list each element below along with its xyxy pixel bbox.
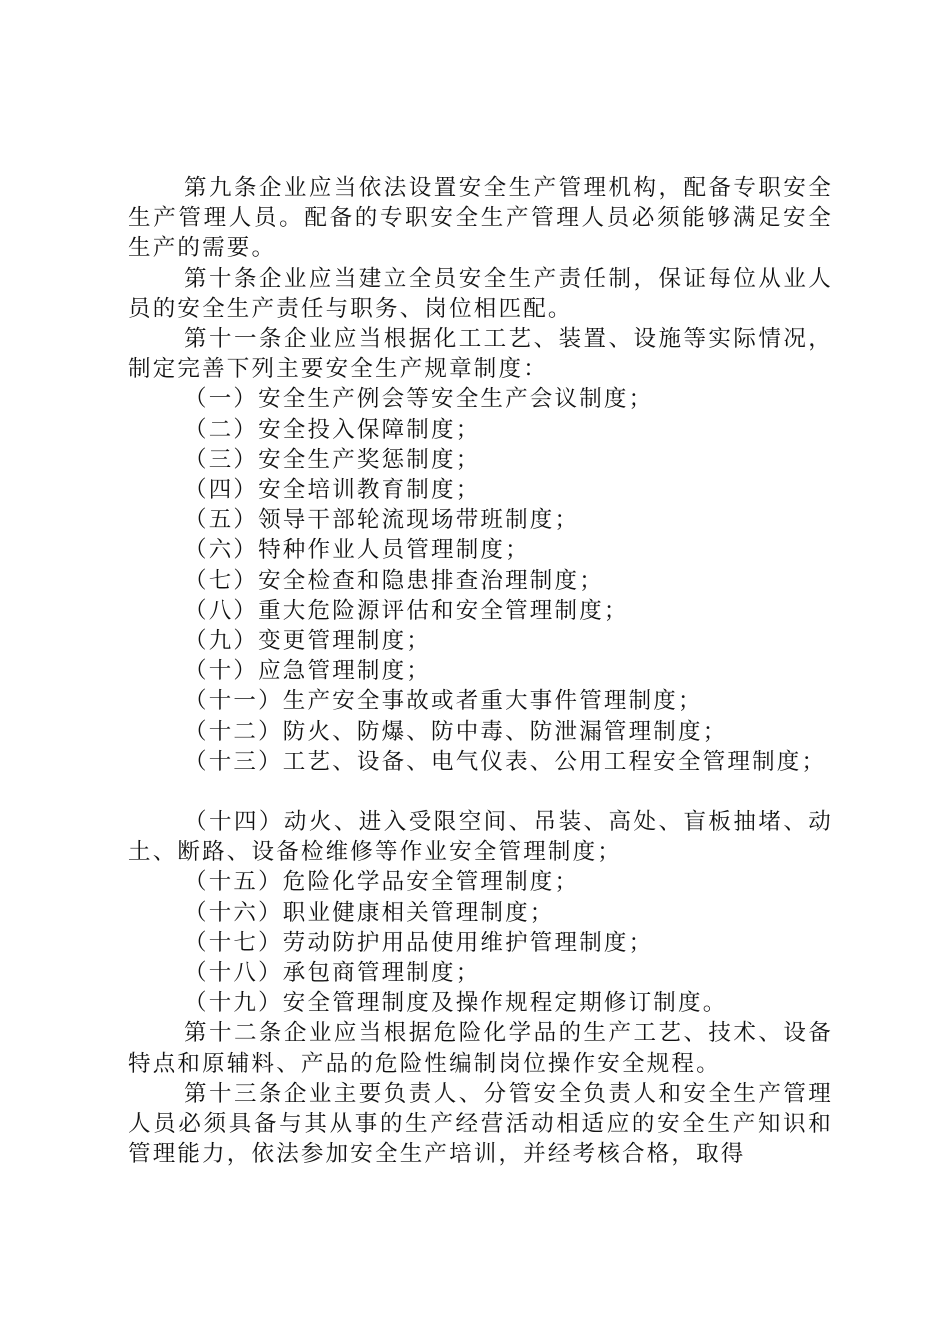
list-item: （十一）生产安全事故或者重大事件管理制度；: [184, 688, 703, 715]
list-item: （六）特种作业人员管理制度；: [184, 537, 530, 564]
list-item: （十六）职业健康相关管理制度；: [184, 899, 555, 926]
list-item: （一）安全生产例会等安全生产会议制度；: [184, 386, 654, 413]
article-12: 第十二条企业应当根据危险化学品的生产工艺、技术、设备特点和原辅料、产品的危险性编制岗位操作安全规程。: [128, 1020, 833, 1077]
list-item: （九）变更管理制度；: [184, 628, 432, 655]
list-item: （十四）动火、进入受限空间、吊装、高处、盲板抽堵、动土、断路、设备检维修等作业安全管理制度；: [128, 809, 833, 866]
list-item: （五）领导干部轮流现场带班制度；: [184, 507, 580, 534]
document-page: [128, 173, 833, 1170]
list-item: （七）安全检查和隐患排查治理制度；: [184, 567, 604, 594]
article-11: 第十一条企业应当根据化工工艺、装置、设施等实际情况，制定完善下列主要安全生产规章制度：: [128, 326, 833, 383]
list-item: （八）重大危险源评估和安全管理制度；: [184, 597, 629, 624]
list-item: （十三）工艺、设备、电气仪表、公用工程安全管理制度；: [184, 748, 827, 775]
article-9: 第九条企业应当依法设置安全生产管理机构，配备专职安全生产管理人员。配备的专职安全生产管理人员必须能够满足安全生产的需要。: [128, 175, 833, 262]
list-item: （十七）劳动防护用品使用维护管理制度；: [184, 929, 654, 956]
article-13: 第十三条企业主要负责人、分管安全负责人和安全生产管理人员必须具备与其从事的生产经营活动相适应的安全生产知识和管理能力，依法参加安全生产培训，并经考核合格，取得: [128, 1080, 833, 1168]
paragraph-gap: [128, 777, 833, 807]
list-item: （十八）承包商管理制度；: [184, 960, 481, 987]
list-item: （十二）防火、防爆、防中毒、防泄漏管理制度；: [184, 718, 728, 745]
list-item: （十九）安全管理制度及操作规程定期修订制度。: [184, 990, 728, 1017]
list-item: （十五）危险化学品安全管理制度；: [184, 869, 580, 896]
list-item: （三）安全生产奖惩制度；: [184, 446, 481, 473]
list-item: （二）安全投入保障制度；: [184, 416, 481, 443]
article-10: 第十条企业应当建立全员安全生产责任制，保证每位从业人员的安全生产责任与职务、岗位相匹配。: [128, 265, 833, 322]
list-item: （十）应急管理制度；: [184, 658, 432, 685]
list-item: （四）安全培训教育制度；: [184, 477, 481, 504]
